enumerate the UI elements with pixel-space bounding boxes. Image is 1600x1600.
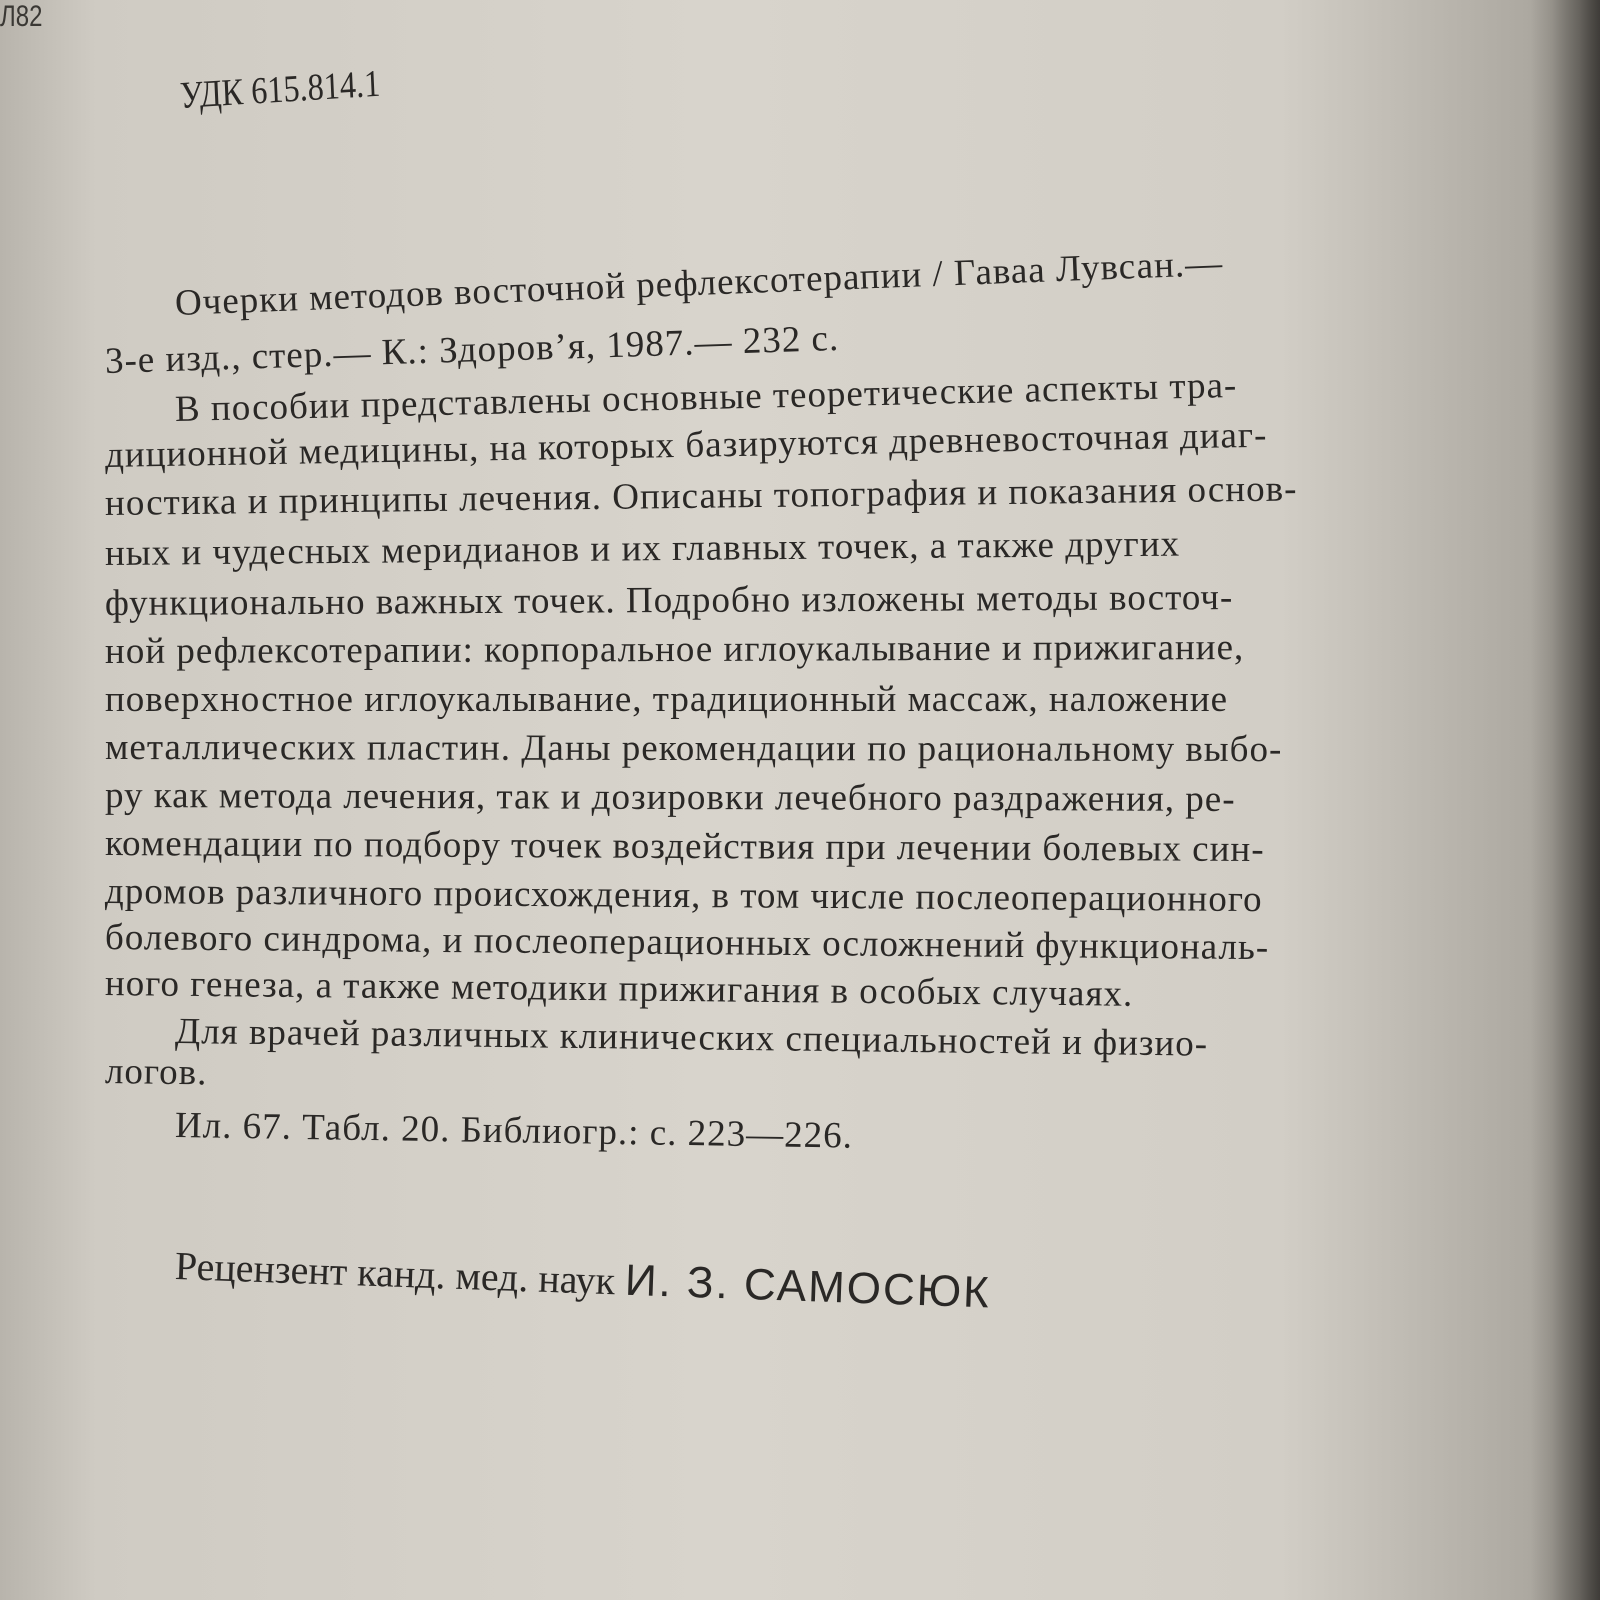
abstract-line: ного генеза, а также методики прижигания в особых случаях. <box>104 963 1134 1015</box>
abstract-line: металлических пластин. Даны рекомендации по рациональному выбо- <box>104 727 1283 771</box>
abstract-line: В пособии представлены основные теоретические аспекты тра- <box>174 364 1238 430</box>
abstract-line: ностика и принципы лечения. Описаны топография и показания основ- <box>104 468 1298 524</box>
abstract-line: ных и чудесных меридианов и их главных точек, а также других <box>104 523 1181 574</box>
abstract-line: функционально важных точек. Подробно изложены методы восточ- <box>104 577 1234 624</box>
udk-code: УДК 615.814.1 <box>179 62 382 117</box>
corner-mark: Л82 <box>0 0 43 33</box>
abstract-line: ной рефлексотерапии: корпоральное иглоукалывание и прижигание, <box>104 627 1245 672</box>
page-edge-shadow <box>1530 0 1600 1600</box>
abstract-line: ру как метода лечения, так и дозировки лечебного раздражения, ре- <box>104 775 1236 820</box>
abstract-line: дромов различного происхождения, в том числе послеоперационного <box>104 871 1263 921</box>
abstract-line: Очерки методов восточной рефлексотерапии / Гаваа Лувсан.— <box>174 242 1224 324</box>
abstract-line: Ил. 67. Табл. 20. Библиогр.: с. 223—226. <box>174 1105 854 1157</box>
abstract-line: болевого синдрома, и послеоперационных осложнений функциональ- <box>104 917 1270 969</box>
reviewer-prefix: Рецензент канд. мед. наук <box>174 1243 616 1304</box>
reviewer-line <box>174 1240 992 1318</box>
abstract-line: поверхностное иглоукалывание, традиционный массаж, наложение <box>105 679 1229 720</box>
reviewer-name: И. З. САМОСЮК <box>624 1255 992 1318</box>
abstract-line: 3-е изд., стер.— К.: Здоров’я, 1987.— 232 с. <box>104 317 840 382</box>
abstract-line: комендации по подбору точек воздействия при лечении болевых син- <box>104 823 1265 871</box>
abstract-line: диционной медицины, на которых базируются древневосточная диаг- <box>104 414 1268 476</box>
abstract-line: логов. <box>104 1051 208 1094</box>
abstract-line: Для врачей различных клинических специальностей и физио- <box>174 1011 1209 1065</box>
